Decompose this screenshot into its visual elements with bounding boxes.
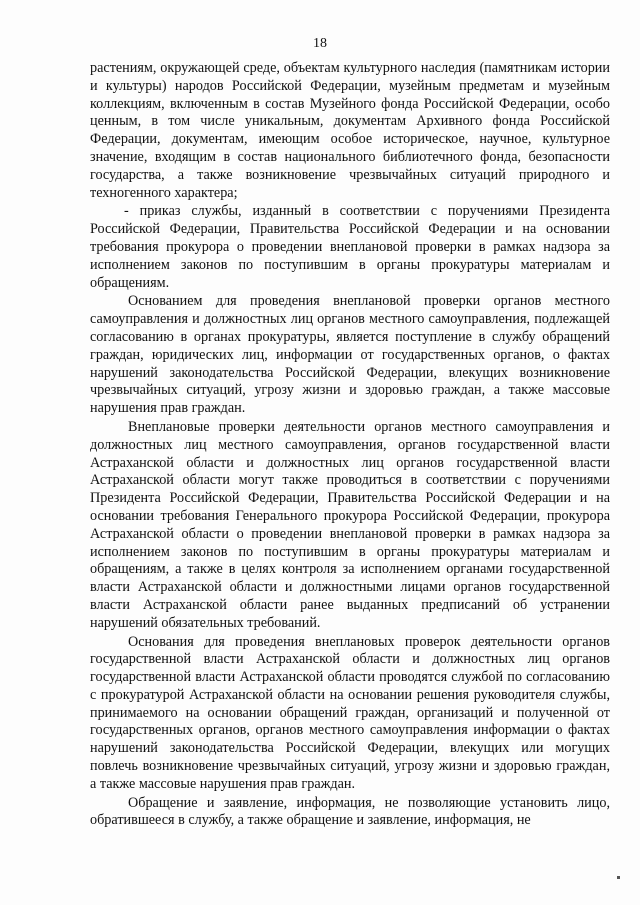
- paragraph-grounds-local-government: Основанием для проведения внеплановой проверки органов местного самоуправления и должностных лиц органов местного самоуправления, подлежащей согласованию в органах прокуратуры, является поступление в службу обращений граждан, юридических лиц, информации от государственных органов, о фактах нарушений законодательства Российской Федерации, влекущих возникновение чрезвычайных ситуаций, угрозу жизни и здоровью граждан, а также массовые нарушения прав граждан.: [90, 293, 610, 417]
- document-body: [90, 60, 610, 830]
- paragraph-continuation: растениям, окружающей среде, объектам культурного наследия (памятникам истории и культуры) народов Российской Федерации, музейным предметам и музейным коллекциям, включенным в состав Музейного фонда Российской Федерации, особо ценным, в том числе уникальным, документам Архивного фонда Российской Федерации, документам, имеющим особое историческое, научное, культурное значение, входящим в состав национального библиотечного фонда, безопасности государства, а также возникновение чрезвычайных ситуаций природного и техногенного характера;: [90, 60, 610, 201]
- paragraph-appeals: Обращение и заявление, информация, не позволяющие установить лицо, обратившееся в службу, а также обращение и заявление, информация, не: [90, 794, 610, 829]
- paragraph-order-item: - приказ службы, изданный в соответствии с поручениями Президента Российской Федерации, Правительства Российской Федерации и на основании требования прокурора о проведении внеплановой проверки в рамках надзора за исполнением законов по поступившим в органы прокуратуры материалам и обращениям.: [90, 203, 610, 291]
- paragraph-unscheduled-inspections: Внеплановые проверки деятельности органов местного самоуправления и должностных лиц местного самоуправления, органов государственной власти Астраханской области и должностных лиц органов государственной власти Астраханской области могут также проводиться в соответствии с поручениями Президента Российской Федерации, Правительства Российской Федерации и на основании требования Генерального прокурора Российской Федерации, прокурора Астраханской области о проведении внеплановой проверки в рамках надзора за исполнением законов по поступившим в органы прокуратуры материалам и обращениям, а также в целях контроля за исполнением органами государственной власти Астраханской области и должностными лицами органов государственной власти Астраханской области ранее выданных предписаний об устранении нарушений обязательных требований.: [90, 418, 610, 631]
- page-number: 18: [313, 36, 327, 51]
- paragraph-grounds-state-authorities: Основания для проведения внеплановых проверок деятельности органов государственной власти Астраханской области и должностных лиц органов государственной власти Астраханской области проводятся службой по согласованию с прокуратурой Астраханской области на основании решения руководителя службы, принимаемого на основании обращений граждан, организаций и полученной от государственных органов, органов местного самоуправления информации о фактах нарушений законодательства Российской Федерации, влекущих или могущих повлечь возникновение чрезвычайных ситуаций, угрозу жизни и здоровью граждан, а также массовые нарушения прав граждан.: [90, 633, 610, 792]
- scan-artifact: [617, 876, 620, 879]
